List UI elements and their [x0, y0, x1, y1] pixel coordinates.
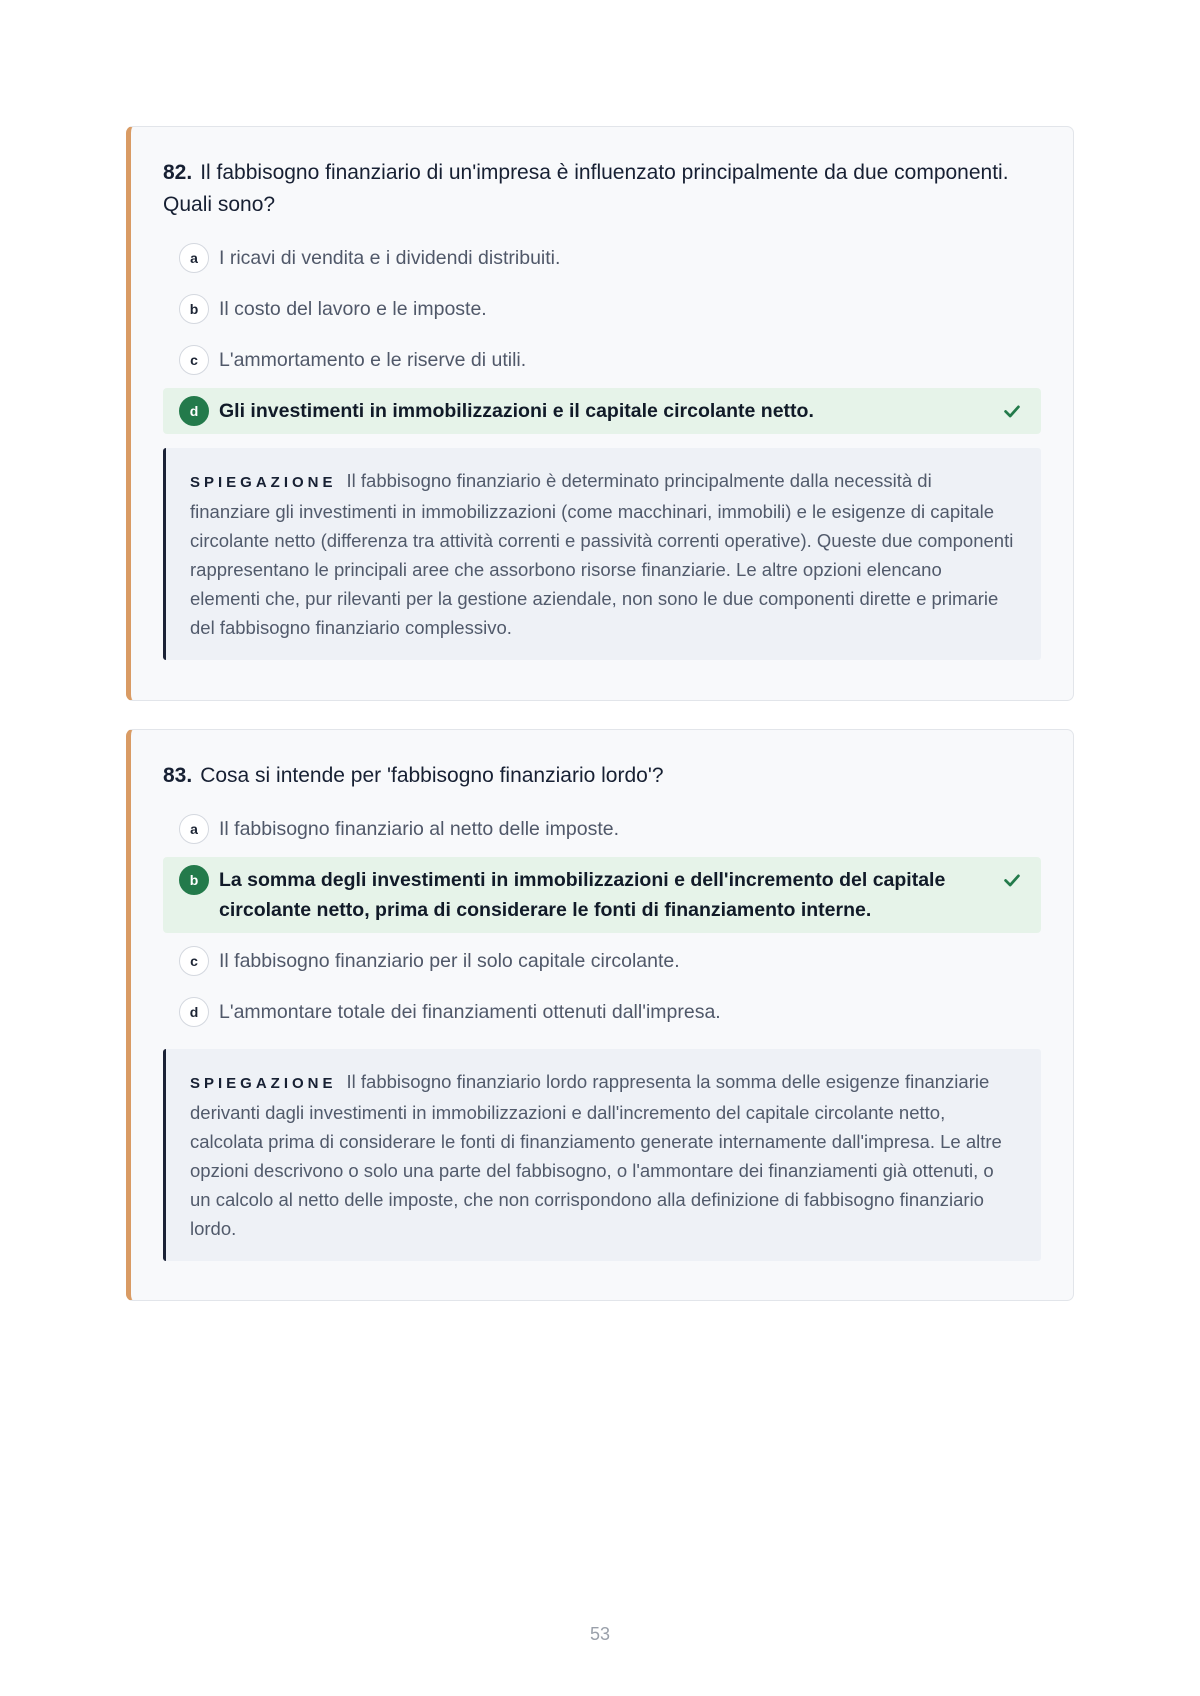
answer-options: [163, 235, 1041, 434]
explanation-label: SPIEGAZIONE: [190, 1075, 337, 1092]
option-letter-badge: b: [179, 294, 209, 324]
option-b-correct[interactable]: [163, 857, 1041, 933]
question-card: [126, 729, 1074, 1301]
option-letter-badge: b: [179, 865, 209, 895]
explanation-text: Il fabbisogno finanziario è determinato principalmente dalla necessità di finanziare gli investimenti in immobilizzazioni (come macchinari, immobili) e le esigenze di capitale circolante netto (differenza tra attività correnti e passività correnti operative). Queste due componenti rappresentano le principali aree che assorbono risorse finanziarie. Le altre opzioni elencano elementi che, pur rilevanti per la gestione aziendale, non sono le due componenti dirette e primarie del fabbisogno finanziario complessivo.: [190, 470, 1014, 638]
option-text: Il fabbisogno finanziario per il solo capitale circolante.: [219, 950, 680, 972]
option-letter-badge: d: [179, 997, 209, 1027]
option-text: L'ammortamento e le riserve di utili.: [219, 349, 527, 371]
option-d-correct[interactable]: [163, 388, 1041, 434]
option-a[interactable]: [163, 235, 1041, 281]
option-text: L'ammontare totale dei finanziamenti ottenuti dall'impresa.: [219, 1001, 721, 1023]
option-letter-badge: a: [179, 814, 209, 844]
option-text: Il fabbisogno finanziario al netto delle imposte.: [219, 818, 619, 840]
option-b[interactable]: [163, 286, 1041, 332]
explanation-box: [163, 1049, 1041, 1261]
option-letter-badge: c: [179, 345, 209, 375]
question-number: 82.: [163, 161, 193, 184]
option-letter-badge: a: [179, 243, 209, 273]
option-letter-badge: d: [179, 396, 209, 426]
question-card: [126, 126, 1074, 701]
option-a[interactable]: [163, 806, 1041, 852]
question-text: [163, 157, 1041, 221]
explanation-label: SPIEGAZIONE: [190, 474, 337, 491]
option-letter-badge: c: [179, 946, 209, 976]
option-text: Il costo del lavoro e le imposte.: [219, 298, 487, 320]
question-text: [163, 760, 1041, 792]
option-text: La somma degli investimenti in immobilizzazioni e dell'incremento del capitale circolante netto, prima di considerare le fonti di finanziamento interne.: [219, 869, 946, 921]
option-text: Gli investimenti in immobilizzazioni e il capitale circolante netto.: [219, 400, 814, 422]
checkmark-icon: [1001, 869, 1023, 891]
page-number: 53: [589, 1624, 611, 1644]
explanation-text: Il fabbisogno finanziario lordo rappresenta la somma delle esigenze finanziarie derivanti dagli investimenti in immobilizzazioni e dall'incremento del capitale circolante netto, calcolata prima di considerare le fonti di finanziamento generate internamente dall'impresa. Le altre opzioni descrivono o solo una parte del fabbisogno, o l'ammontare dei finanziamenti già ottenuti, o un calcolo al netto delle imposte, che non corrispondono alla definizione di fabbisogno finanziario lordo.: [190, 1071, 1002, 1239]
question-body: Il fabbisogno finanziario di un'impresa è influenzato principalmente da due componenti. Quali sono?: [163, 161, 1009, 216]
question-body: Cosa si intende per 'fabbisogno finanziario lordo'?: [200, 764, 664, 787]
option-c[interactable]: [163, 938, 1041, 984]
option-d[interactable]: [163, 989, 1041, 1035]
option-text: I ricavi di vendita e i dividendi distribuiti.: [219, 247, 561, 269]
checkmark-icon: [1001, 400, 1023, 422]
explanation-box: [163, 448, 1041, 660]
question-number: 83.: [163, 764, 193, 787]
option-c[interactable]: [163, 337, 1041, 383]
answer-options: [163, 806, 1041, 1035]
